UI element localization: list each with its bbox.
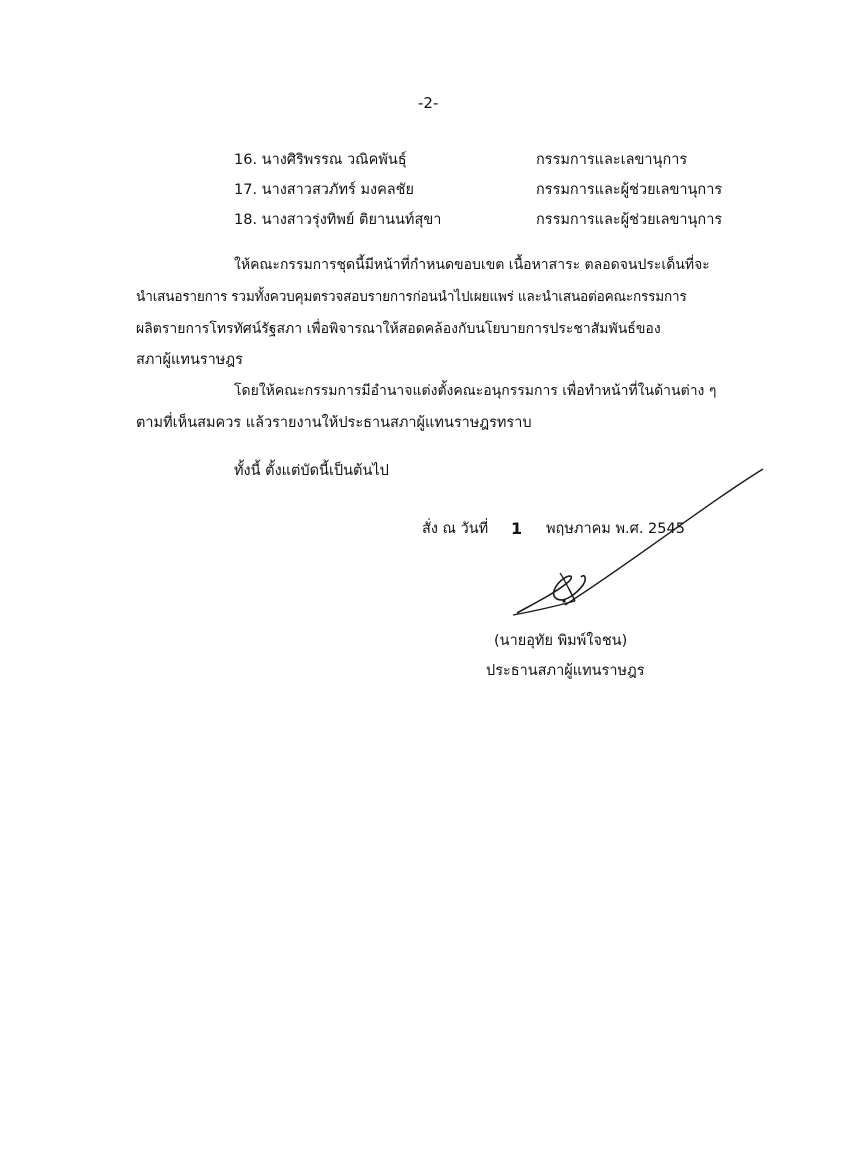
order-date-prefix: สั่ง ณ วันที่ (422, 521, 489, 537)
order-date-month-year: พฤษภาคม พ.ศ. 2545 (546, 521, 685, 537)
member-name: 17. นางสาวสวภัทร์ มงคลชัย (234, 182, 415, 198)
signer-title: ประธานสภาผู้แทนราษฎร (486, 663, 645, 679)
page-number: -2- (418, 94, 439, 112)
paragraph-line: สภาผู้แทนราษฎร (136, 352, 243, 368)
paragraph-line: ตามที่เห็นสมควร แล้วรายงานให้ประธานสภาผู้แทนราษฎรทราบ (136, 415, 532, 431)
paragraph-line: ทั้งนี้ ตั้งแต่บัดนี้เป็นต้นไป (234, 463, 389, 479)
paragraph-line: โดยให้คณะกรรมการมีอำนาจแต่งตั้งคณะอนุกรรมการ เพื่อทำหน้าที่ในด้านต่าง ๆ (234, 383, 717, 399)
paragraph-line: ให้คณะกรรมการชุดนี้มีหน้าที่กำหนดขอบเขต เนื้อหาสาระ ตลอดจนประเด็นที่จะ (234, 257, 710, 273)
order-date-day: 1 (511, 519, 523, 538)
member-name: 16. นางศิริพรรณ วณิคพันธุ์ (234, 152, 407, 168)
member-role: กรรมการและผู้ช่วยเลขานุการ (536, 212, 723, 228)
member-name: 18. นางสาวรุ่งทิพย์ ติยานนท์สุขา (234, 212, 442, 228)
paragraph-line: ผลิตรายการโทรทัศน์รัฐสภา เพื่อพิจารณาให้สอดคล้องกับนโยบายการประชาสัมพันธ์ของ (136, 321, 661, 337)
member-role: กรรมการและเลขานุการ (536, 152, 688, 168)
member-role: กรรมการและผู้ช่วยเลขานุการ (536, 182, 723, 198)
paragraph-line: นำเสนอรายการ รวมทั้งควบคุมตรวจสอบรายการก่อนนำไปเผยแพร่ และนำเสนอต่อคณะกรรมการ (136, 289, 687, 305)
signature-icon (505, 465, 775, 625)
signer-name: (นายอุทัย พิมพ์ใจชน) (494, 633, 628, 649)
